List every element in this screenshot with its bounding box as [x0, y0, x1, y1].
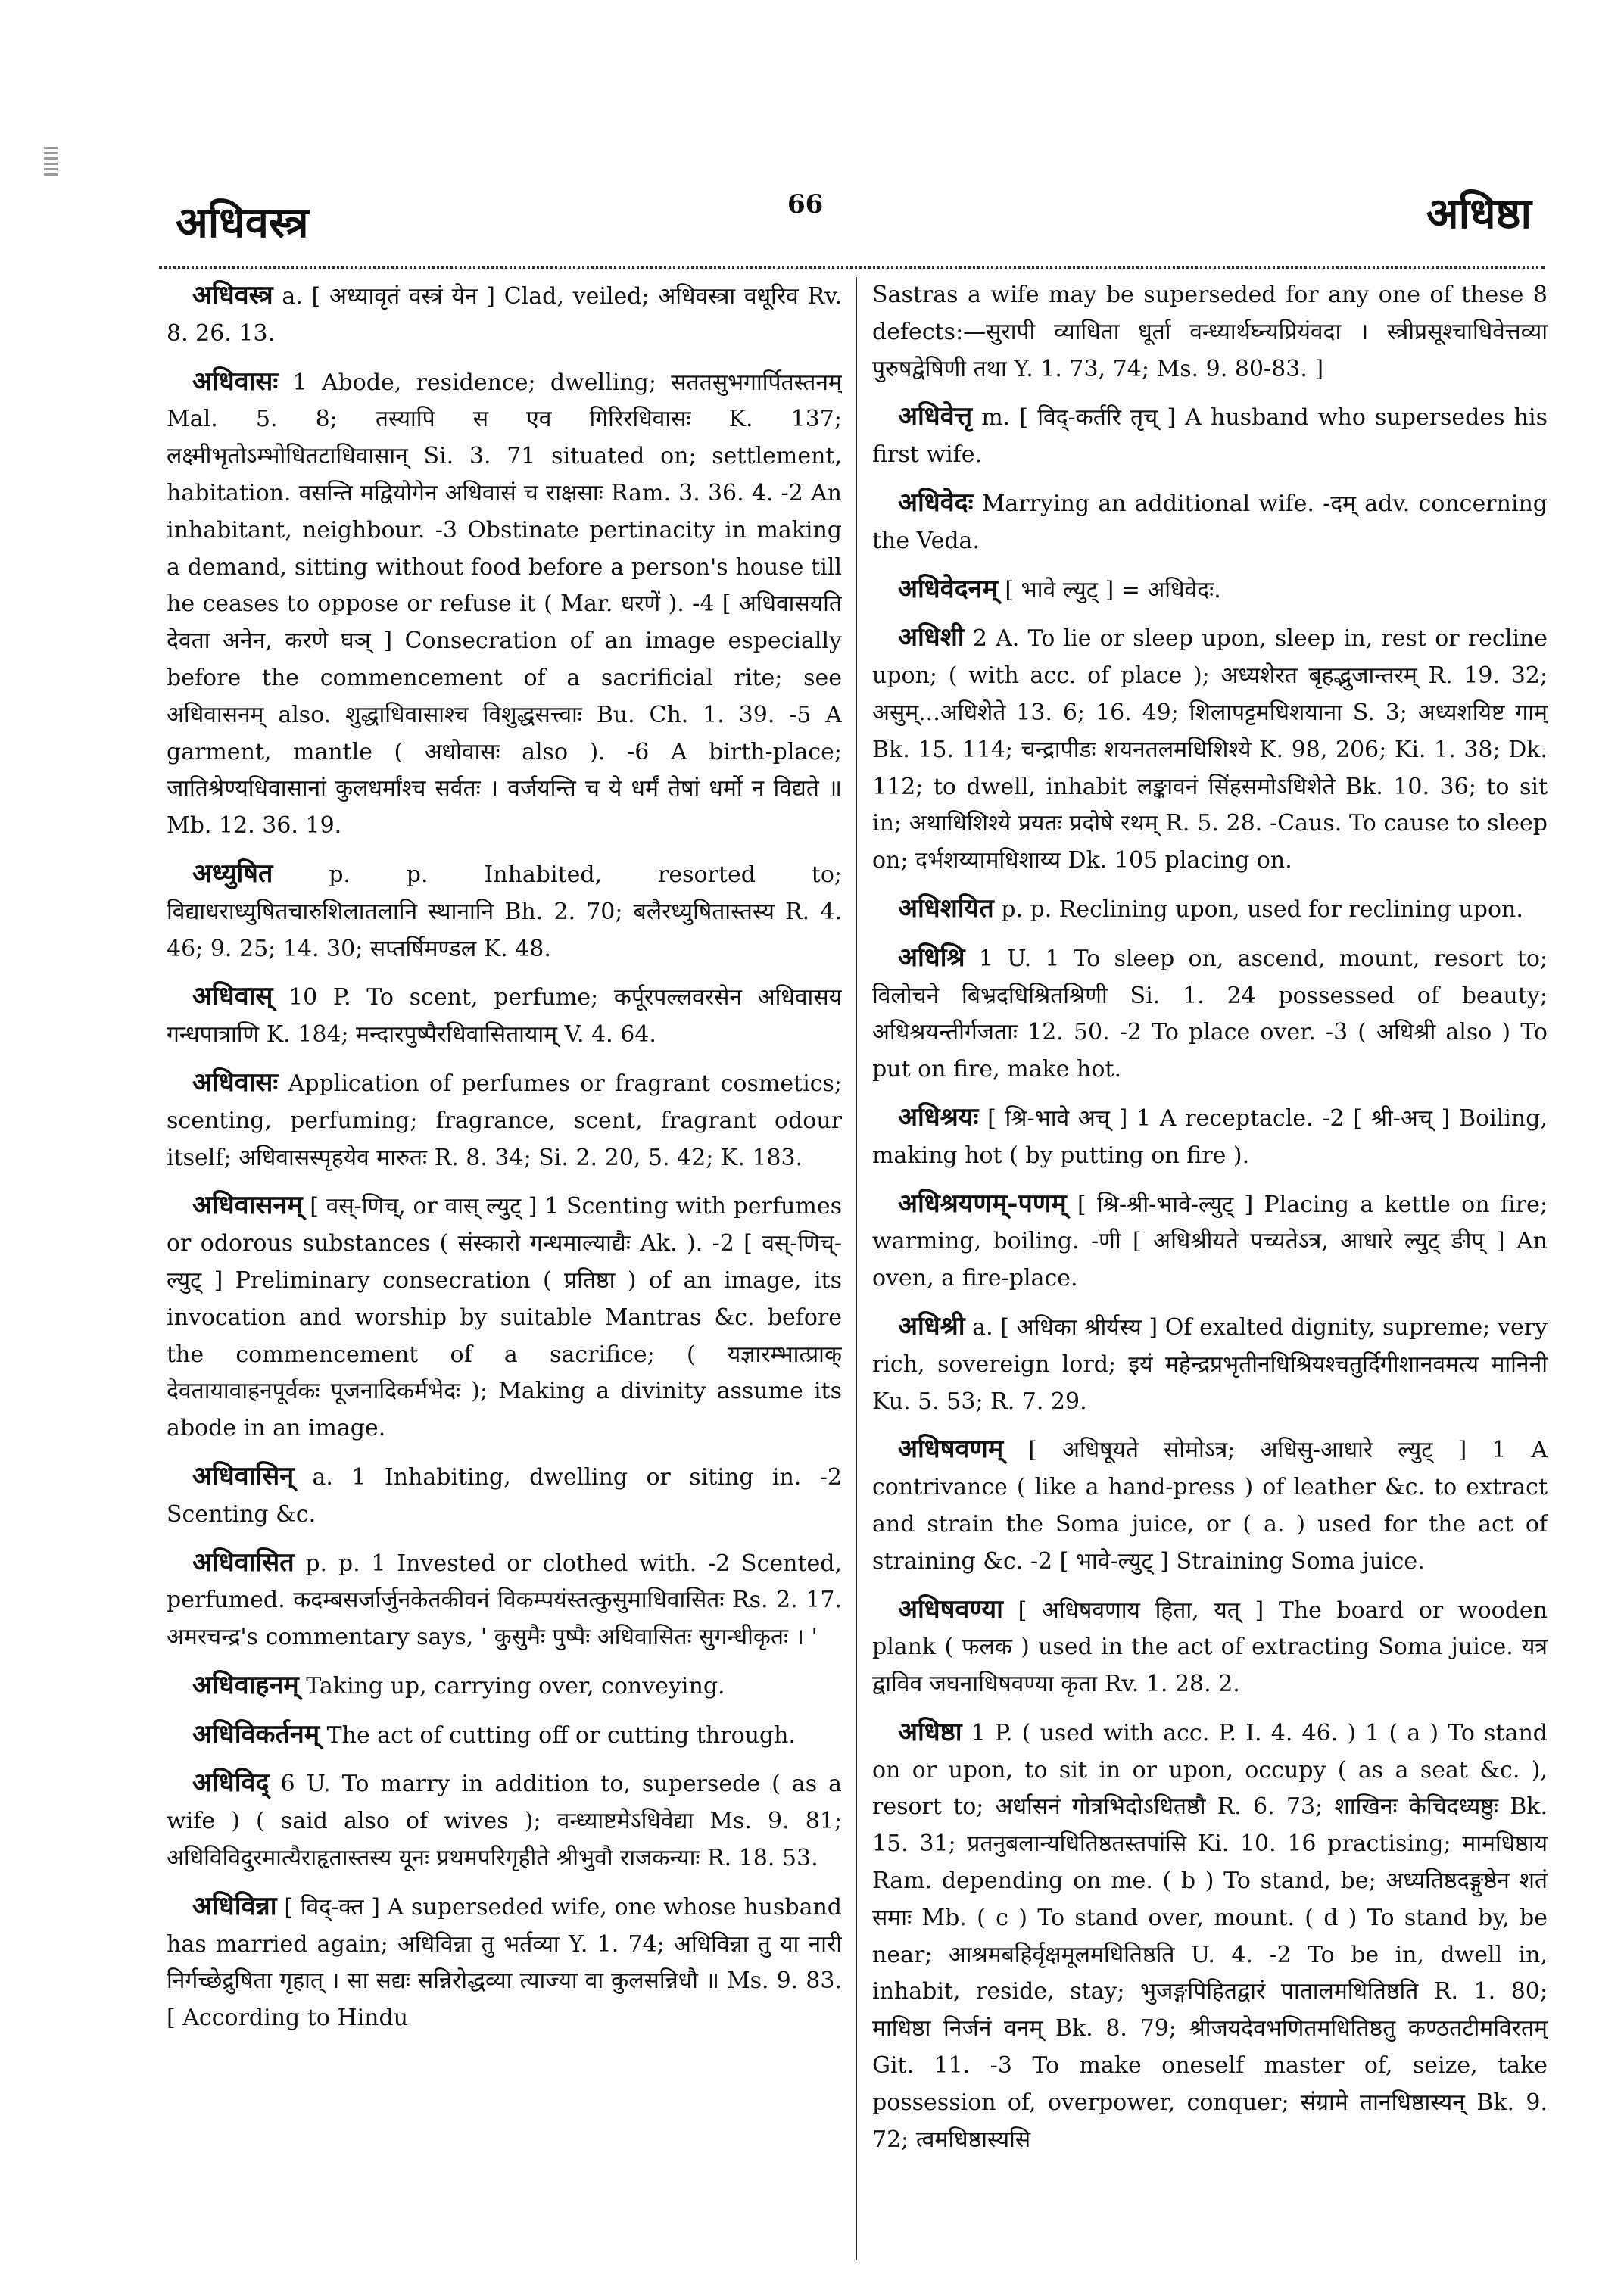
dictionary-entry	[872, 1099, 1548, 1175]
entry-definition: m. [ विद्-कर्तरि तृच् ] A husband who supersedes his first wife.	[872, 404, 1548, 469]
dictionary-entry	[167, 978, 842, 1054]
entry-definition: Sastras a wife may be superseded for any one of these 8 defects:—सुरापी व्याधिता धूर्ता वन्ध्यार्थघ्न्यप्रियंवदा । स्त्रीप्रसूश्चाधिवेत्तव्या पुरुषद्वेषिणी तथा Y. 1. 73, 74; Ms. 9. 80-83. ]	[872, 282, 1548, 382]
entry-headword: अधिवासनम्	[192, 1190, 303, 1221]
entry-definition: 1 U. 1 To sleep on, ascend, mount, resort to; विलोचने बिभ्रदधिश्रितश्रिणी Si. 1. 24 possessed of beauty; अधिश्रयन्तीर्गजताः 12. 50. -2 To place over. -3 ( अधिश्री also ) To put on fire, make hot.	[872, 945, 1548, 1083]
dictionary-entry	[872, 1431, 1548, 1580]
entry-definition: [ श्रि-भावे अच् ] 1 A receptacle. -2 [ श्री-अच् ] Boiling, making hot ( by putting on fire ).	[872, 1104, 1548, 1169]
dictionary-entry	[167, 1716, 842, 1755]
entry-headword: अधिविद्	[192, 1768, 270, 1799]
dictionary-entry	[872, 890, 1548, 929]
entry-definition: a. 1 Inhabiting, dwelling or siting in. -2 Scenting &c.	[167, 1463, 842, 1528]
entry-headword: अधिषवण्या	[898, 1594, 1003, 1625]
entry-definition: a. [ अध्यावृतं वस्त्रं येन ] Clad, veiled; अधिवस्त्रा वधूरिव Rv. 8. 26. 13.	[167, 283, 842, 347]
left-column	[167, 277, 842, 2260]
entry-definition: 10 P. To scent, perfume; कर्पूरपल्लवरसेन अधिवासय गन्धपात्राणि K. 184; मन्दारपुष्पैरधिवासितायाम् V. 4. 64.	[167, 984, 842, 1048]
entry-headword: अधिविकर्तनम्	[192, 1718, 320, 1749]
dictionary-entry	[872, 1591, 1548, 1703]
entry-headword: अध्युषित	[192, 858, 273, 889]
entry-headword: अधिश्रयणम्-पणम्	[898, 1188, 1067, 1219]
entry-definition: [ भावे ल्युट् ] = अधिवेदः.	[997, 576, 1221, 603]
entry-headword: अधिवासिन्	[192, 1460, 295, 1491]
dictionary-entry	[872, 619, 1548, 880]
right-column	[872, 277, 1548, 2260]
column-divider	[856, 277, 857, 2260]
entry-definition: p. p. 1 Invested or clothed with. -2 Scented, perfumed. कदम्बसर्जार्जुनकेतकीवनं विकम्पयंस्तत्कुसुमाधिवासितः Rs. 2. 17. अमरचन्द्र's commentary says, ' कुसुमैः पुष्पैः अधिवासितः सुगन्धीकृतः । '	[167, 1550, 842, 1651]
entry-definition: Application of perfumes or fragrant cosmetics; scenting, perfuming; fragrance, scent, fragrant odour itself; अधिवासस्पृहयेव मारुतः R. 8. 34; Si. 2. 20, 5. 42; K. 183.	[167, 1070, 842, 1171]
dictionary-entry	[167, 1544, 842, 1656]
entry-definition: [ विद्-क्त ] A superseded wife, one whose husband has married again; अधिविन्ना तु भर्तव्या Y. 1. 74; अधिविन्ना तु या नारी निर्गच्छेद्रुषिता गृहात् । सा सद्यः सन्निरोद्धव्या त्याज्या वा कुलसन्निधौ ॥ Ms. 9. 83. [ According to Hindu	[167, 1893, 842, 2032]
dictionary-entry	[167, 1458, 842, 1534]
dictionary-entry	[167, 1187, 842, 1447]
dictionary-entry	[167, 1064, 842, 1176]
entry-headword: अधिवासित	[192, 1547, 295, 1578]
dictionary-entry	[872, 277, 1548, 388]
running-head-left: अधिवस्त्र	[176, 198, 309, 248]
page-header	[0, 182, 1624, 265]
page-number: 66	[787, 189, 824, 220]
entry-headword: अधिवास्	[192, 981, 273, 1012]
entry-definition: p. p. Reclining upon, used for reclining upon.	[993, 896, 1523, 923]
dictionary-entry	[872, 571, 1548, 609]
dictionary-entry	[167, 1888, 842, 2037]
entry-headword: अधिश्रयः	[898, 1101, 979, 1132]
dictionary-entry	[872, 398, 1548, 474]
dictionary-entry	[167, 363, 842, 845]
entry-headword: अधिवाहनम्	[192, 1669, 299, 1700]
header-rule	[159, 266, 1545, 269]
entry-definition: [ श्रि-श्री-भावे-ल्युट् ] Placing a kettle on fire; warming, boiling. -णी [ अधिश्रीयते पच्यतेऽत्र, आधारे ल्युट् ङीप् ] An oven, a fire-place.	[872, 1191, 1548, 1292]
entry-headword: अधिशी	[898, 622, 965, 653]
entry-headword: अधिष्ठा	[898, 1716, 962, 1747]
dictionary-entry	[872, 484, 1548, 560]
entry-definition: 2 A. To lie or sleep upon, sleep in, rest or recline upon; ( with acc. of place ); अध्यशेरत बृहद्भुजान्तरम् R. 19. 32; असुम्...अधिशेते 13. 6; 16. 49; शिलापट्टमधिशयाना S. 3; अध्यशयिष्ट गाम् Bk. 15. 114; चन्द्रापीडः शयनतलमधिशिश्ये K. 98, 206; Ki. 1. 38; Dk. 112; to dwell, inhabit लङ्कावनं सिंहसमोऽधिशेते Bk. 10. 36; to sit in; अथाधिशिश्ये प्रयतः प्रदोषे रथम् R. 5. 28. -Caus. To cause to sleep on; दर्भशय्यामधिशाय्य Dk. 105 placing on.	[872, 625, 1548, 874]
entry-definition: [ अधिषूयते सोमोऽत्र; अधिसु-आधारे ल्युट् ] 1 A contrivance ( like a hand-press ) of leather &c. to extract and strain the Soma juice, or ( a. ) used for the act of straining &c. -2 [ भावे-ल्युट् ] Straining Soma juice.	[872, 1437, 1548, 1575]
entry-definition: Taking up, carrying over, conveying.	[298, 1672, 725, 1699]
dictionary-entry	[872, 1308, 1548, 1420]
entry-headword: अधिशयित	[898, 893, 994, 924]
dictionary-entry	[167, 277, 842, 353]
entry-definition: The act of cutting off or cutting through.	[320, 1721, 796, 1749]
entry-definition: [ अधिषवणाय हिता, यत् ] The board or wooden plank ( फलक ) used in the act of extracting Soma juice. यत्र द्वाविव जघनाधिषवण्या कृता Rv. 1. 28. 2.	[872, 1597, 1548, 1698]
entry-definition: 6 U. To marry in addition to, supersede ( as a wife ) ( said also of wives ); वन्ध्याष्टमेऽधिवेद्या Ms. 9. 81; अधिविविदुरमात्यैराहृतास्तस्य यूनः प्रथमपरिगृहीते श्रीभुवौ राजकन्याः R. 18. 53.	[167, 1771, 842, 1872]
dictionary-entry	[872, 1185, 1548, 1298]
entry-definition: 1 P. ( used with acc. P. I. 4. 46. ) 1 ( a ) To stand on or upon, to sit in or upon, occupy ( as a seat &c. ), resort to; अर्धासनं गोत्रभिदोऽधितष्ठौ R. 6. 73; शाखिनः केचिदध्यष्ठुः Bk. 15. 31; प्रतनुबलान्यधितिष्ठतस्तपांसि Ki. 10. 16 practising; मामधिष्ठाय Ram. depending on me. ( b ) To stand, be; अध्यतिष्ठदङ्गुष्ठेन शतं समाः Mb. ( c ) To stand over, mount. ( d ) To stand by, be near; आश्रमबहिर्वृक्षमूलमधितिष्ठति U. 4. -2 To be in, dwell in, inhabit, reside, stay; भुजङ्गपिहितद्वारं पातालमधितिष्ठति R. 1. 80; माधिष्ठा निर्जनं वनम् Bk. 8. 79; श्रीजयदेवभणितमधितिष्ठतु कण्ठतटीमविरतम् Git. 11. -3 To make oneself master of, seize, take possession of, overpower, conquer; संग्रामे तानधिष्ठास्यन् Bk. 9. 72; त्वमधिष्ठास्यसि	[872, 1719, 1548, 2153]
entry-headword: अधिवेत्तृ	[898, 401, 973, 432]
dictionary-entry	[167, 1667, 842, 1706]
entry-headword: अधिवासः	[192, 366, 279, 397]
entry-headword: अधिवेदनम्	[898, 573, 998, 604]
entry-headword: अधिवेदः	[898, 487, 974, 518]
entry-headword: अधिवस्त्र	[192, 280, 273, 310]
entry-headword: अधिश्री	[898, 1310, 965, 1341]
dictionary-entry	[167, 855, 842, 967]
entry-definition: a. [ अधिका श्रीर्यस्य ] Of exalted dignity, supreme; very rich, sovereign lord; इयं महेन्द्रप्रभृतीनधिश्रियश्चतुर्दिगीशानवमत्य मानिनी Ku. 5. 53; R. 7. 29.	[872, 1313, 1548, 1415]
entry-definition: [ वस्-णिच्, or वास् ल्युट् ] 1 Scenting with perfumes or odorous substances ( संस्कारो गन्धमाल्याद्यैः Ak. ). -2 [ वस्-णिच्-ल्युट् ] Preliminary consecration ( प्रतिष्ठा ) of an image, its invocation and worship by suitable Mantras &c. before the commencement of a sacrifice; ( यज्ञारम्भात्प्राक् देवतायावाहनपूर्वकः पूजनादिकर्मभेदः ); Making a divinity assume its abode in an image.	[167, 1193, 842, 1442]
dictionary-entry	[872, 1714, 1548, 2159]
dictionary-entry	[167, 1765, 842, 1877]
dictionary-entry	[872, 939, 1548, 1089]
entry-headword: अधिश्रि	[898, 942, 965, 973]
running-head-right: अधिष्ठा	[1426, 188, 1532, 238]
entry-headword: अधिवासः	[192, 1067, 279, 1098]
entry-headword: अधिषवणम्	[898, 1434, 1004, 1465]
margin-marks	[44, 144, 58, 179]
entry-definition: 1 Abode, residence; dwelling; सततसुभगार्पितस्तनम् Mal. 5. 8; तस्यापि स एव गिरिरधिवासः K. 137; लक्ष्मीभृतोऽम्भोधितटाधिवासान् Si. 3. 71 situated on; settlement, habitation. वसन्ति मद्वियोगेन अधिवासं च राक्षसाः Ram. 3. 36. 4. -2 An inhabitant, neighbour. -3 Obstinate pertinacity in making a demand, sitting without food before a person's house till he ceases to oppose or refuse it ( Mar. धरणें ). -4 [ अधिवासयति देवता अनेन, करणे घञ् ] Consecration of an image especially before the commencement of a sacrificial rite; see अधिवासनम् also. शुद्धाधिवासाश्च विशुद्धसत्त्वाः Bu. Ch. 1. 39. -5 A garment, mantle ( अधोवासः also ). -6 A birth-place; जातिश्रेण्यधिवासानां कुलधर्मांश्च सर्वतः । वर्जयन्ति च ये धर्मं तेषां धर्मो न विद्यते ॥ Mb. 12. 36. 19.	[167, 369, 842, 840]
entry-headword: अधिविन्ना	[192, 1890, 277, 1921]
entry-definition: Marrying an additional wife. -दम् adv. concerning the Veda.	[872, 490, 1548, 554]
entry-definition: p. p. Inhabited, resorted to; विद्याधराध्युषितचारुशिलातलानि स्थानानि Bh. 2. 70; बलैरध्युषितास्तस्य R. 4. 46; 9. 25; 14. 30; सप्तर्षिमण्डल K. 48.	[167, 861, 842, 962]
